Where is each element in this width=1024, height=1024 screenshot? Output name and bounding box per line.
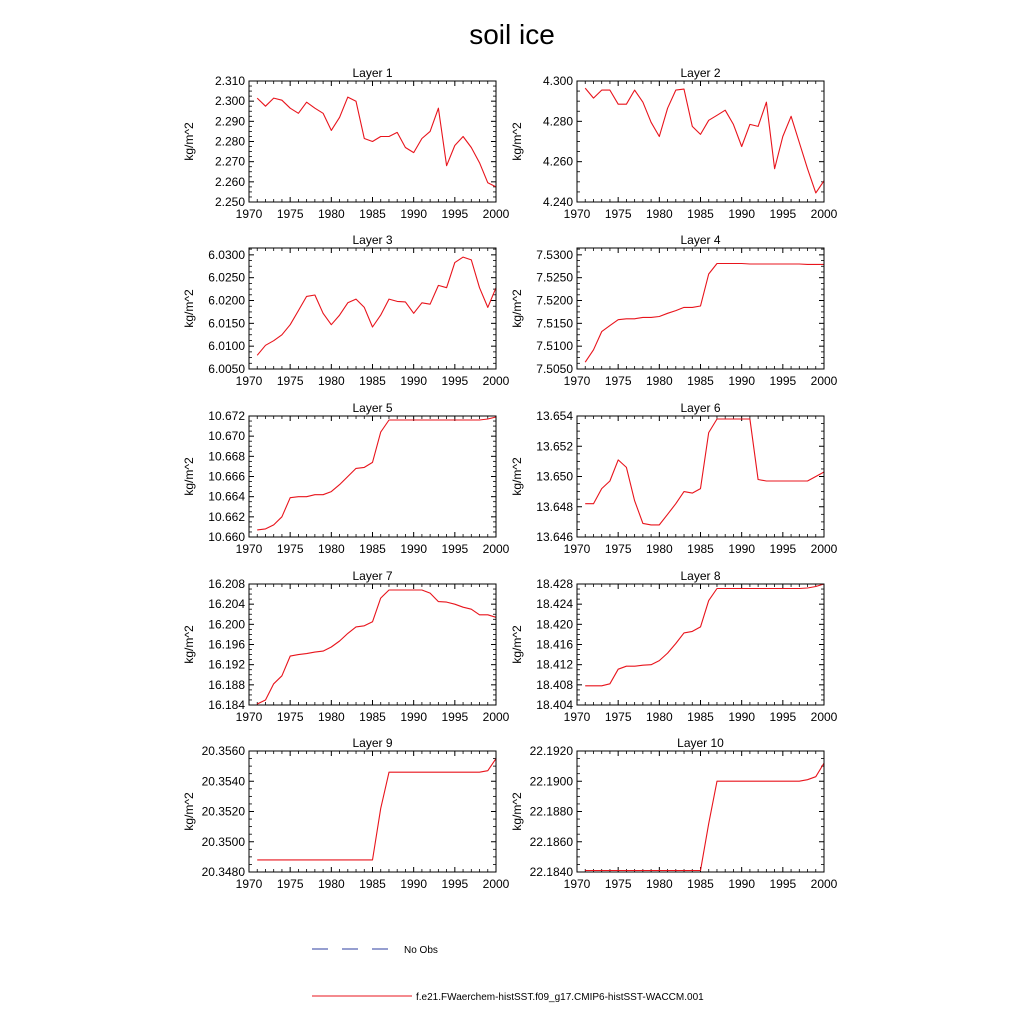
x-tick-label: 1985 [687,710,714,724]
y-tick-label: 10.668 [208,449,245,464]
y-axis-label-layer-9: kg/m^2 [182,792,196,831]
panel-layer-9 [182,736,510,891]
panel-title-layer-5: Layer 5 [352,401,393,415]
panel-layer-4 [510,233,838,388]
y-axis-label-layer-1: kg/m^2 [182,122,196,161]
y-tick-label: 16.208 [208,577,245,591]
x-tick-label: 1980 [645,207,673,221]
y-tick-label: 6.0150 [208,316,245,331]
x-tick-label: 1970 [563,710,591,724]
series-line-layer-4 [585,264,824,363]
y-tick-label: 20.3520 [201,804,245,819]
x-tick-label: 1980 [317,207,345,221]
y-tick-label: 6.0200 [208,293,245,308]
y-tick-label: 22.1920 [529,744,573,758]
y-axis-label-layer-5: kg/m^2 [182,457,196,496]
y-tick-label: 18.420 [536,617,573,632]
x-tick-label: 1980 [645,542,673,556]
y-axis-label-layer-10: kg/m^2 [510,792,524,831]
x-tick-label: 1985 [359,542,386,556]
y-axis-label-layer-4: kg/m^2 [510,289,524,328]
x-tick-label: 1995 [769,207,797,221]
x-tick-label: 1970 [235,207,263,221]
y-tick-label: 6.0300 [208,247,245,262]
x-tick-label: 1995 [769,710,797,724]
x-tick-label: 1980 [317,542,345,556]
x-tick-label: 1980 [317,877,345,891]
y-tick-label: 20.3480 [201,865,245,879]
y-tick-label: 16.188 [208,677,245,692]
panel-layer-10 [510,736,838,891]
x-tick-label: 1995 [441,542,469,556]
x-tick-label: 1995 [441,710,469,724]
y-tick-label: 2.310 [214,74,245,88]
panel-layer-3 [182,233,510,388]
legend-label-no-obs: No Obs [404,945,438,956]
y-axis-label-layer-3: kg/m^2 [182,289,196,328]
x-tick-label: 1985 [359,374,386,388]
panel-title-layer-8: Layer 8 [680,569,721,583]
x-tick-label: 1985 [687,877,714,891]
x-tick-label: 1990 [400,207,428,221]
y-tick-label: 16.192 [208,657,245,672]
panel-title-layer-6: Layer 6 [680,401,721,415]
y-tick-label: 22.1880 [529,804,573,819]
x-tick-label: 1990 [728,374,756,388]
y-tick-label: 7.5100 [536,339,573,354]
x-tick-label: 1990 [728,710,756,724]
x-tick-label: 1985 [359,877,386,891]
x-tick-label: 1990 [400,374,428,388]
x-tick-label: 1970 [563,542,591,556]
panel-title-layer-10: Layer 10 [677,736,724,750]
y-tick-label: 22.1840 [529,865,573,879]
x-tick-label: 1995 [441,877,469,891]
y-tick-label: 18.416 [536,637,573,652]
y-tick-label: 6.0100 [208,339,245,354]
panel-layer-8 [510,569,838,724]
y-tick-label: 7.5150 [536,316,573,331]
x-tick-label: 1995 [441,374,469,388]
series-line-layer-5 [257,417,496,530]
y-tick-label: 2.270 [214,154,245,169]
y-tick-label: 13.648 [536,499,573,514]
panel-layer-5 [182,401,510,556]
y-tick-label: 22.1900 [529,774,573,789]
series-line-layer-8 [585,584,824,686]
panel-title-layer-1: Layer 1 [352,66,393,80]
x-tick-label: 2000 [810,207,838,221]
y-tick-label: 13.646 [536,530,573,544]
y-tick-label: 22.1860 [529,834,573,849]
x-tick-label: 1970 [235,542,263,556]
x-tick-label: 1985 [359,710,386,724]
panel-title-layer-7: Layer 7 [352,569,393,583]
y-tick-label: 7.5050 [536,362,573,376]
x-tick-label: 2000 [810,374,838,388]
x-tick-label: 2000 [810,877,838,891]
y-tick-label: 10.666 [208,469,245,484]
y-tick-label: 2.280 [214,134,245,149]
x-tick-label: 1980 [645,877,673,891]
x-tick-label: 1970 [563,207,591,221]
x-tick-label: 2000 [810,710,838,724]
x-tick-label: 1975 [604,542,632,556]
plot-frame-layer-3 [249,248,496,369]
x-tick-label: 1985 [687,542,714,556]
x-tick-label: 2000 [482,542,510,556]
y-tick-label: 18.408 [536,677,573,692]
panel-grid [182,66,838,891]
panel-layer-1 [182,66,510,221]
x-tick-label: 2000 [482,877,510,891]
y-tick-label: 2.300 [214,94,245,109]
y-tick-label: 4.240 [542,195,573,209]
y-tick-label: 10.672 [208,409,245,423]
y-tick-label: 16.196 [208,637,245,652]
x-tick-label: 1980 [317,710,345,724]
y-tick-label: 18.424 [536,597,573,612]
y-tick-label: 16.184 [208,698,245,712]
y-tick-label: 18.412 [536,657,573,672]
y-tick-label: 20.3540 [201,774,245,789]
panel-layer-6 [510,401,838,556]
y-tick-label: 7.5300 [536,247,573,262]
y-tick-label: 7.5200 [536,293,573,308]
x-tick-label: 1970 [235,877,263,891]
y-tick-label: 4.280 [542,114,573,129]
x-tick-label: 1990 [400,710,428,724]
x-tick-label: 1970 [563,877,591,891]
figure-title: soil ice [469,19,555,50]
y-tick-label: 18.428 [536,577,573,591]
panel-title-layer-4: Layer 4 [680,233,721,247]
x-tick-label: 1975 [276,542,304,556]
y-tick-label: 7.5250 [536,270,573,285]
x-tick-label: 1970 [563,374,591,388]
x-tick-label: 1995 [769,877,797,891]
x-tick-label: 1995 [769,542,797,556]
y-tick-label: 2.250 [214,195,245,209]
y-tick-label: 4.260 [542,154,573,169]
x-tick-label: 2000 [482,207,510,221]
x-tick-label: 1970 [235,374,263,388]
series-line-layer-10 [585,763,824,870]
x-tick-label: 1975 [276,710,304,724]
y-tick-label: 6.0050 [208,362,245,376]
x-tick-label: 1995 [441,207,469,221]
y-tick-label: 13.650 [536,469,573,484]
panel-title-layer-9: Layer 9 [352,736,393,750]
series-line-layer-3 [257,257,496,355]
x-tick-label: 1990 [400,542,428,556]
panel-title-layer-2: Layer 2 [680,66,721,80]
y-tick-label: 13.654 [536,409,573,423]
x-tick-label: 1990 [728,542,756,556]
y-tick-label: 10.664 [208,489,245,504]
plot-frame-layer-5 [249,416,496,537]
plot-frame-layer-6 [577,416,824,537]
plot-frame-layer-10 [577,751,824,872]
y-tick-label: 2.260 [214,174,245,189]
y-tick-label: 20.3500 [201,834,245,849]
plot-frame-layer-4 [577,248,824,369]
series-line-layer-1 [257,97,496,187]
x-tick-label: 1995 [769,374,797,388]
y-axis-label-layer-6: kg/m^2 [510,457,524,496]
y-tick-label: 10.670 [208,429,245,444]
x-tick-label: 1985 [687,374,714,388]
y-tick-label: 6.0250 [208,270,245,285]
x-tick-label: 2000 [482,710,510,724]
y-tick-label: 4.300 [542,74,573,88]
x-tick-label: 1975 [604,877,632,891]
legend-label-model-run: f.e21.FWaerchem-histSST.f09_g17.CMIP6-histSST-WACCM.001 [416,992,704,1003]
x-tick-label: 1975 [276,207,304,221]
plot-frame-layer-2 [577,81,824,202]
y-tick-label: 20.3560 [201,744,245,758]
y-tick-label: 10.660 [208,530,245,544]
x-tick-label: 1975 [604,207,632,221]
x-tick-label: 2000 [482,374,510,388]
x-tick-label: 1990 [728,877,756,891]
x-tick-label: 1975 [604,710,632,724]
y-axis-label-layer-2: kg/m^2 [510,122,524,161]
x-tick-label: 1970 [235,710,263,724]
y-tick-label: 2.290 [214,114,245,129]
x-tick-label: 1975 [276,374,304,388]
panel-layer-7 [182,569,510,724]
y-tick-label: 18.404 [536,698,573,712]
series-line-layer-6 [585,419,824,525]
x-tick-label: 1975 [276,877,304,891]
x-tick-label: 1980 [645,710,673,724]
x-tick-label: 1980 [317,374,345,388]
x-tick-label: 1985 [687,207,714,221]
x-tick-label: 1980 [645,374,673,388]
plot-frame-layer-8 [577,584,824,705]
legend [312,945,704,1003]
x-tick-label: 2000 [810,542,838,556]
y-axis-label-layer-7: kg/m^2 [182,625,196,664]
x-tick-label: 1985 [359,207,386,221]
series-line-layer-2 [585,88,824,193]
x-tick-label: 1990 [400,877,428,891]
panel-layer-2 [510,66,838,221]
plot-frame-layer-7 [249,584,496,705]
y-tick-label: 10.662 [208,509,245,524]
plot-frame-layer-9 [249,751,496,872]
x-tick-label: 1975 [604,374,632,388]
series-line-layer-9 [257,759,496,860]
y-tick-label: 13.652 [536,439,573,454]
y-tick-label: 16.204 [208,597,245,612]
y-tick-label: 16.200 [208,617,245,632]
panel-title-layer-3: Layer 3 [352,233,393,247]
x-tick-label: 1990 [728,207,756,221]
y-axis-label-layer-8: kg/m^2 [510,625,524,664]
series-line-layer-7 [257,590,496,704]
